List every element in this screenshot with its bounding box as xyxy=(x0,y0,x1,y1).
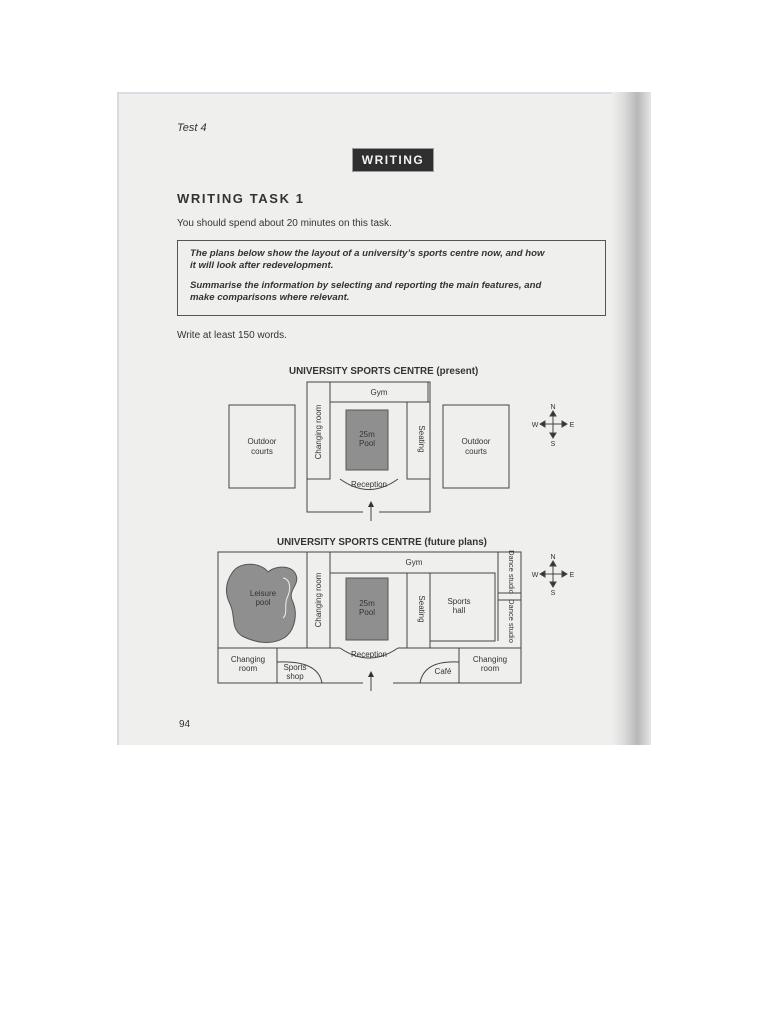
present-compass-icon xyxy=(540,411,567,438)
future-compass-w: W xyxy=(531,572,539,579)
task-prompt-line: Summarise the information by selecting and reporting the main features, and xyxy=(190,280,542,291)
present-compass-n: N xyxy=(550,404,556,411)
future-changing-room-east-label-2: room xyxy=(480,664,500,673)
future-changing-room-vertical-label: Changing room xyxy=(314,572,323,628)
future-changing-room-west-label-1: Changing xyxy=(230,655,266,664)
test-label: Test 4 xyxy=(177,122,207,134)
task-heading: WRITING TASK 1 xyxy=(177,191,305,206)
future-changing-room-east-label-1: Changing xyxy=(472,655,508,664)
present-outdoor-courts-west-label-1: Outdoor xyxy=(247,437,277,446)
future-reception-label: Reception xyxy=(350,650,388,659)
section-banner: WRITING xyxy=(352,148,434,172)
plan-present-title: UNIVERSITY SPORTS CENTRE (present) xyxy=(289,366,479,377)
future-compass-s: S xyxy=(550,590,556,597)
present-pool-label-line-2: Pool xyxy=(358,439,376,448)
plan-present-labels xyxy=(248,388,575,489)
future-pool-label-line-1: 25m xyxy=(359,599,375,608)
present-reception-label: Reception xyxy=(350,480,388,489)
future-cafe-label: Café xyxy=(434,667,452,676)
future-sports-hall-label-2: hall xyxy=(452,606,466,615)
future-gym-label: Gym xyxy=(405,558,423,567)
page-number: 94 xyxy=(179,719,191,730)
plan-present xyxy=(229,382,567,521)
present-compass-e: E xyxy=(569,422,575,429)
future-compass-n: N xyxy=(550,554,556,561)
task-instruction: You should spend about 20 minutes on this task. xyxy=(177,218,392,229)
present-compass-w: W xyxy=(531,422,539,429)
future-pool-label-line-2: Pool xyxy=(358,608,376,617)
future-compass-icon xyxy=(540,561,567,587)
present-gym-label: Gym xyxy=(370,388,388,397)
present-compass-s: S xyxy=(550,441,556,448)
present-changing-room-label: Changing room xyxy=(314,404,323,460)
present-outdoor-courts-west-label-2: courts xyxy=(251,447,273,456)
task-prompt-line: make comparisons where relevant. xyxy=(190,292,350,303)
present-outdoor-courts-east-label-1: Outdoor xyxy=(461,437,491,446)
future-sports-hall-label-1: Sports xyxy=(447,597,471,606)
future-leisure-pool-label-1: Leisure xyxy=(249,589,277,598)
future-sports-shop-label-2: shop xyxy=(286,672,304,681)
task-prompt-line: The plans below show the layout of a university’s sports centre now, and how xyxy=(190,248,545,259)
future-compass-e: E xyxy=(569,572,575,579)
future-sports-shop-label-1: Sports xyxy=(283,663,307,672)
plan-future-title: UNIVERSITY SPORTS CENTRE (future plans) xyxy=(277,537,487,548)
future-dance-studio-south-label: Dance studio xyxy=(507,599,516,643)
present-seating-label: Seating xyxy=(417,425,426,453)
present-pool-label-line-1: 25m xyxy=(359,430,375,439)
future-changing-room-west-label-2: room xyxy=(238,664,258,673)
task-prompt-line: it will look after redevelopment. xyxy=(190,260,334,271)
present-outdoor-courts-east-label-2: courts xyxy=(465,447,487,456)
future-leisure-pool-label-2: pool xyxy=(255,598,271,607)
future-seating-label: Seating xyxy=(417,595,426,623)
word-count-instruction: Write at least 150 words. xyxy=(177,330,287,341)
future-dance-studio-north-label: Dance studio xyxy=(507,550,516,594)
